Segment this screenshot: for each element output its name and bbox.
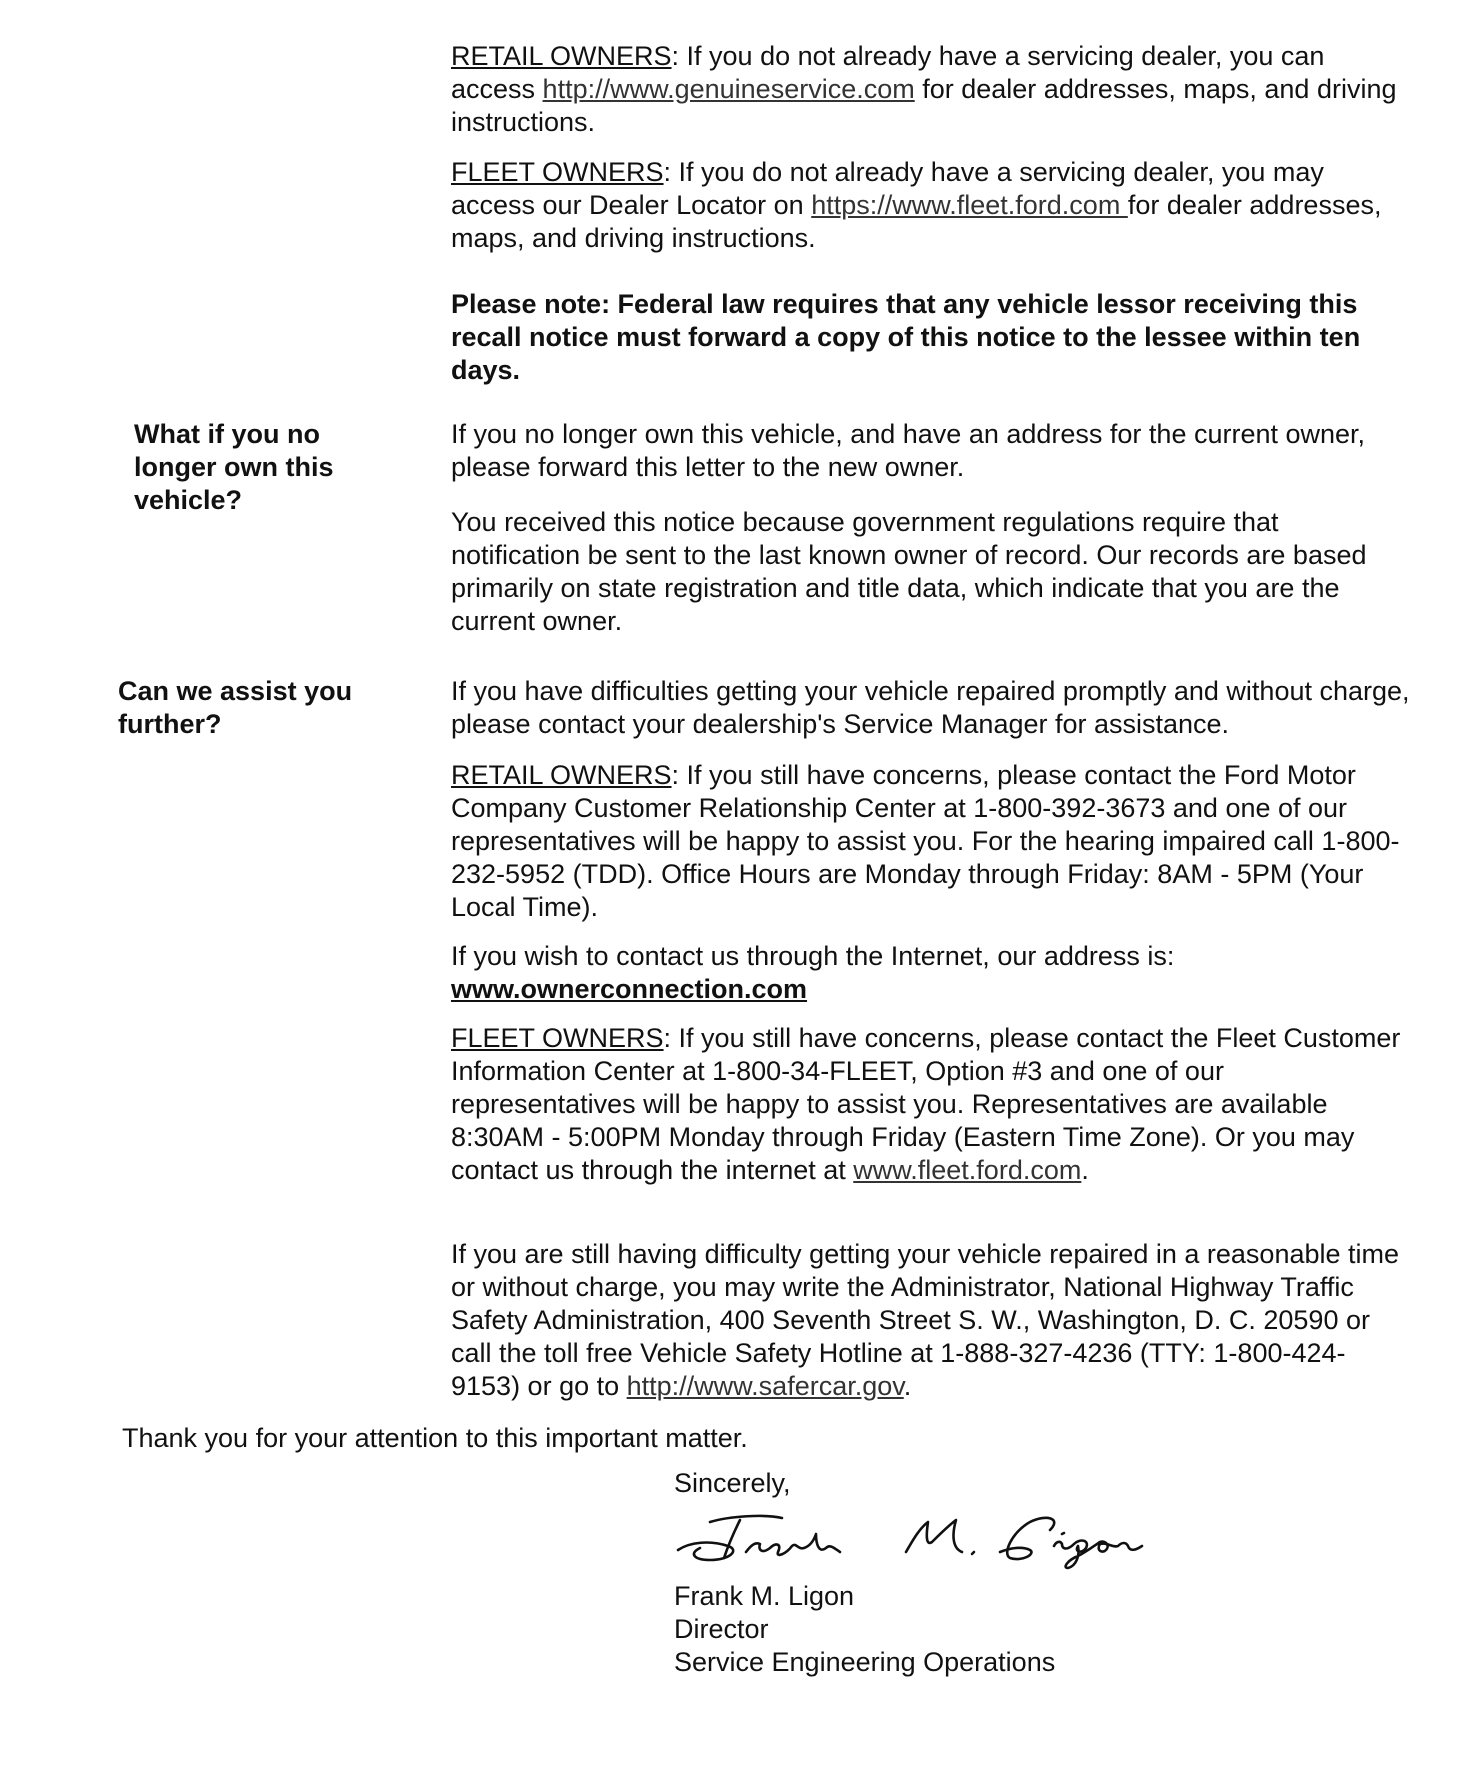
- internet-paragraph: [451, 940, 1411, 1006]
- fleet-concerns-text: : If you still have concerns, please contact the Fleet Customer Information Center at 1-800-34-FLEET, Option #3 and one of our representatives will be happy to assist you. Representatives are available 8:30AM - 5:00PM Monday through Friday (Eastern Time Zone). Or you may contact us through the internet at: [451, 1023, 1401, 1185]
- retail-dealer-text-after: for dealer addresses, maps, and driving instructions.: [451, 74, 1397, 137]
- fleet-concerns-period: .: [1081, 1155, 1089, 1185]
- fleet-ford-link[interactable]: https://www.fleet.ford.com: [811, 190, 1128, 220]
- signatory-block: [674, 1580, 1055, 1679]
- retail-owners-label-2: RETAIL OWNERS: [451, 760, 672, 790]
- fleet-ford-link-2[interactable]: www.fleet.ford.com: [853, 1155, 1082, 1185]
- fleet-dealer-paragraph: [451, 156, 1411, 255]
- assist-paragraph: If you have difficulties getting your vehicle repaired promptly and without charge, please contact your dealership's Service Manager for assistance.: [451, 676, 1410, 739]
- fleet-owners-label: FLEET OWNERS: [451, 157, 664, 187]
- fleet-dealer-text: : If you do not already have a servicing dealer, you may access our Dealer Locator on: [451, 157, 1324, 220]
- thank-you-line: Thank you for your attention to this important matter.: [122, 1423, 748, 1453]
- nhtsa-period: .: [903, 1371, 912, 1401]
- sincerely-line: Sincerely,: [674, 1468, 791, 1498]
- retail-concerns-text: : If you still have concerns, please contact the Ford Motor Company Customer Relationship Center at 1-800-392-3673 and one of our representatives will be happy to assist you. For the hearing impaired call 1-800-232-5952 (TDD). Office Hours are Monday through Friday: 8AM - 5PM (Your Local Time).: [451, 760, 1400, 922]
- internet-text: If you wish to contact us through the Internet, our address is:: [451, 941, 1175, 971]
- signatory-name: Frank M. Ligon: [674, 1581, 855, 1611]
- ownerconnection-link[interactable]: www.ownerconnection.com: [451, 974, 808, 1004]
- no-longer-own-paragraph-2: You received this notice because government regulations require that notification be sent to the last known owner of record. Our records are based primarily on state registration and title data, which indicate that you are the current owner.: [451, 507, 1367, 636]
- safercar-link[interactable]: http://www.safercar.gov: [626, 1371, 904, 1401]
- fleet-concerns-paragraph: [451, 1022, 1411, 1187]
- retail-owners-label: RETAIL OWNERS: [451, 41, 672, 71]
- fleet-dealer-text-after: for dealer addresses, maps, and driving instructions.: [451, 190, 1382, 253]
- lessor-note: Please note: Federal law requires that any vehicle lessor receiving this recall notice must forward a copy of this notice to the lessee within ten days.: [451, 289, 1361, 385]
- genuineservice-link[interactable]: http://www.genuineservice.com: [542, 74, 915, 104]
- retail-dealer-paragraph: [451, 40, 1411, 139]
- no-longer-own-paragraph-1: If you no longer own this vehicle, and have an address for the current owner, please forward this letter to the new owner.: [451, 419, 1366, 482]
- no-longer-own-heading: What if you no longer own this vehicle?: [134, 419, 334, 515]
- handwritten-signature: [670, 1502, 1210, 1572]
- fleet-owners-label-2: FLEET OWNERS: [451, 1023, 664, 1053]
- signatory-department: Service Engineering Operations: [674, 1647, 1056, 1677]
- assist-heading: Can we assist you further?: [118, 676, 353, 739]
- nhtsa-text: If you are still having difficulty getting your vehicle repaired in a reasonable time or without charge, you may write the Administrator, National Highway Traffic Safety Administration, 400 Seventh Street S. W., Washington, D. C. 20590 or call the toll free Vehicle Safety Hotline at 1-888-327-4236 (TTY: 1-800-424-9153) or go to: [451, 1239, 1400, 1401]
- nhtsa-paragraph: [451, 1238, 1411, 1403]
- retail-dealer-text: : If you do not already have a servicing dealer, you can access: [451, 41, 1325, 104]
- signatory-title: Director: [674, 1614, 769, 1644]
- retail-concerns-paragraph: [451, 759, 1411, 924]
